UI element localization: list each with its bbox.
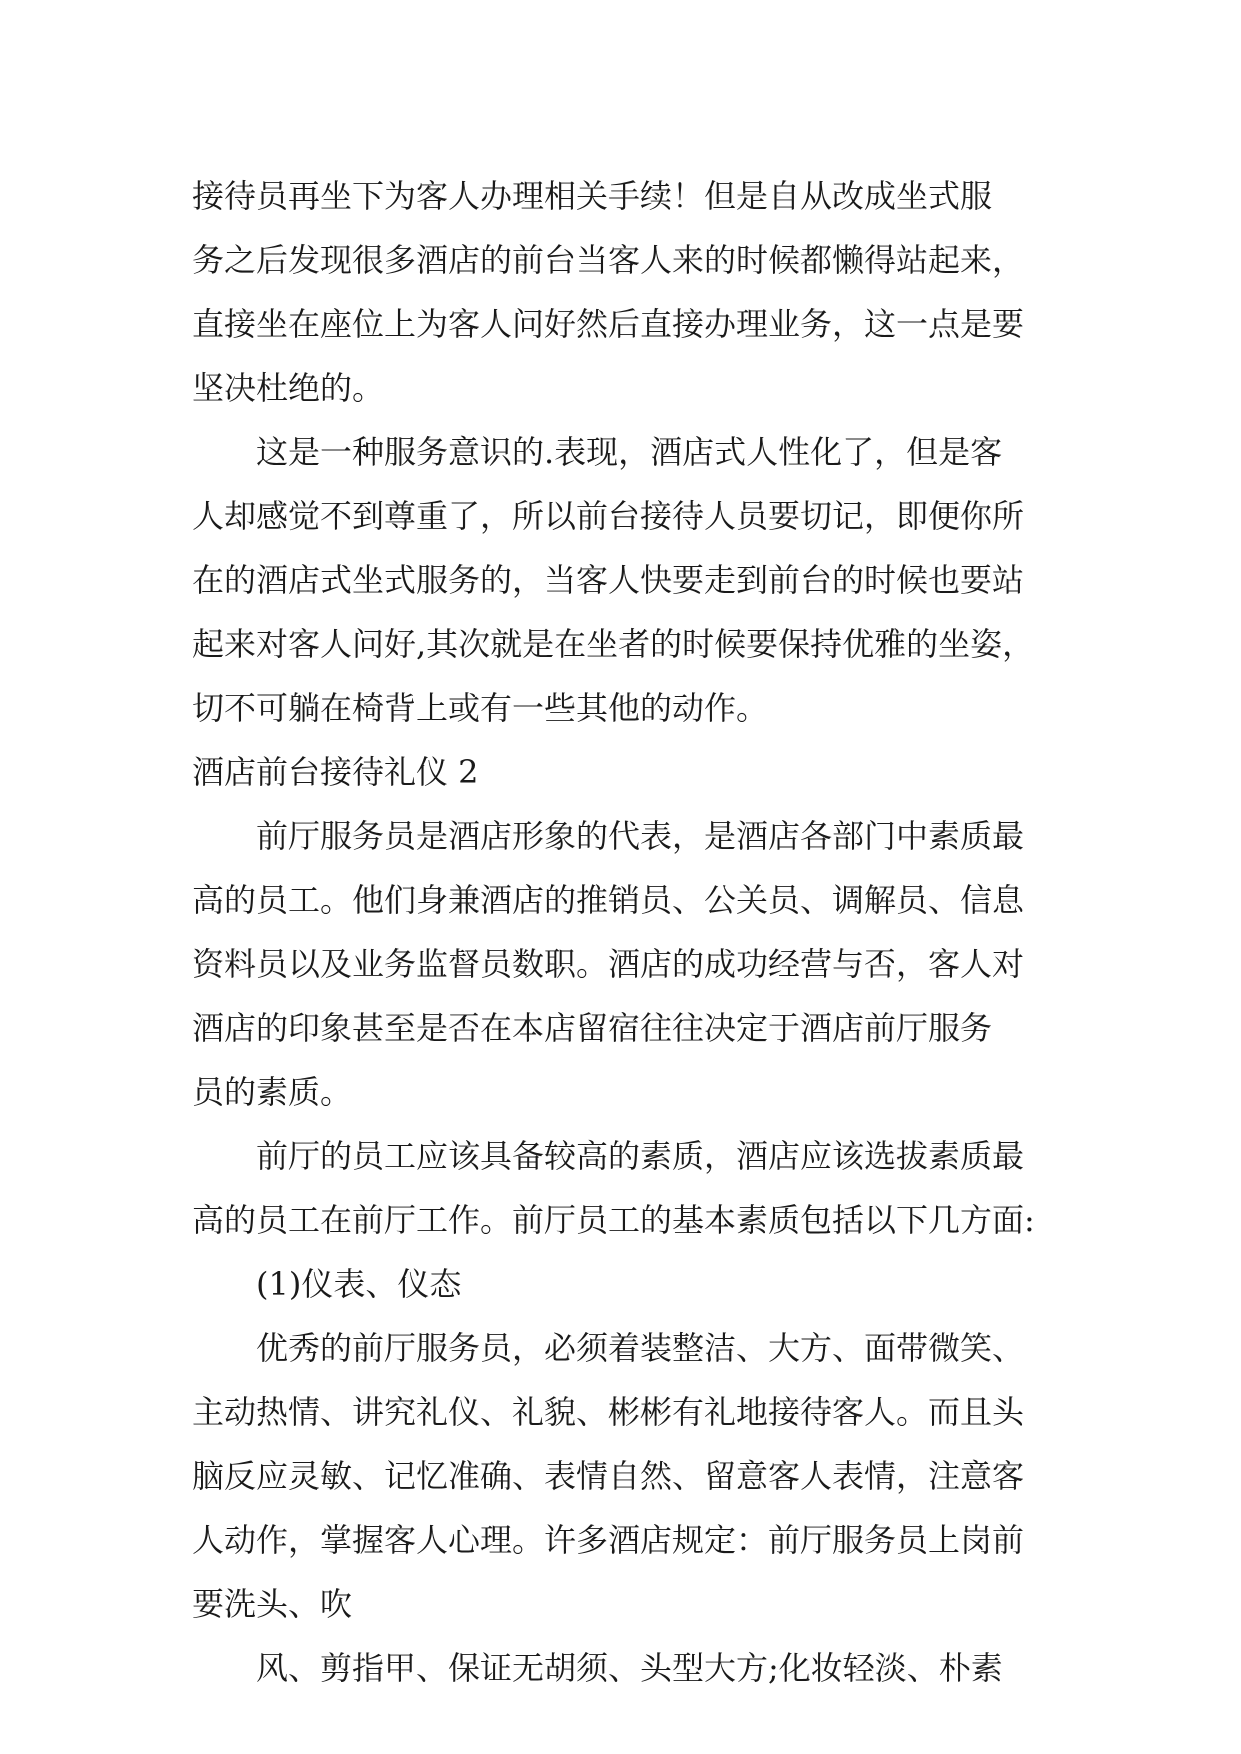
text-line: 员的素质。: [192, 1073, 353, 1111]
text-line: 在的酒店式坐式服务的，当客人快要走到前台的时候也要站: [192, 561, 1025, 599]
text-line: 优秀的前厅服务员，必须着装整洁、大方、面带微笑、: [256, 1329, 1025, 1367]
document-body: [192, 164, 1052, 1700]
text-line: 前厅服务员是酒店形象的代表，是酒店各部门中素质最: [256, 817, 1025, 855]
text-line: 脑反应灵敏、记忆准确、表情自然、留意客人表情，注意客: [192, 1457, 1025, 1495]
text-line: 要洗头、吹: [192, 1585, 353, 1623]
text-line: 人却感觉不到尊重了，所以前台接待人员要切记，即便你所: [192, 497, 1025, 535]
text-line: 高的员工在前厅工作。前厅员工的基本素质包括以下几方面:: [192, 1201, 1035, 1239]
text-line: 高的员工。他们身兼酒店的推销员、公关员、调解员、信息: [192, 881, 1025, 919]
text-line: 前厅的员工应该具备较高的素质，酒店应该选拔素质最: [256, 1137, 1025, 1175]
text-line: 风、剪指甲、保证无胡须、头型大方;化妆轻淡、朴素: [256, 1649, 1003, 1687]
list-heading: (1)仪表、仪态: [256, 1265, 462, 1303]
section-heading: 酒店前台接待礼仪 2: [192, 753, 479, 791]
text-line: 主动热情、讲究礼仪、礼貌、彬彬有礼地接待客人。而且头: [192, 1393, 1025, 1431]
text-line: 坚决杜绝的。: [192, 369, 385, 407]
text-line: 接待员再坐下为客人办理相关手续！但是自从改成坐式服: [192, 177, 993, 215]
text-line: 资料员以及业务监督员数职。酒店的成功经营与否，客人对: [192, 945, 1025, 983]
text-line: 这是一种服务意识的.表现，酒店式人性化了，但是客: [256, 433, 1003, 471]
text-line: 直接坐在座位上为客人问好然后直接办理业务，这一点是要: [192, 305, 1025, 343]
text-line: 人动作，掌握客人心理。许多酒店规定：前厅服务员上岗前: [192, 1521, 1025, 1559]
text-line: 务之后发现很多酒店的前台当客人来的时候都懒得站起来，: [192, 241, 1025, 279]
text-line: 切不可躺在椅背上或有一些其他的动作。: [192, 689, 769, 727]
text-line: 酒店的印象甚至是否在本店留宿往往决定于酒店前厅服务: [192, 1009, 993, 1047]
text-line: 起来对客人问好,其次就是在坐者的时候要保持优雅的坐姿，: [192, 625, 1035, 663]
